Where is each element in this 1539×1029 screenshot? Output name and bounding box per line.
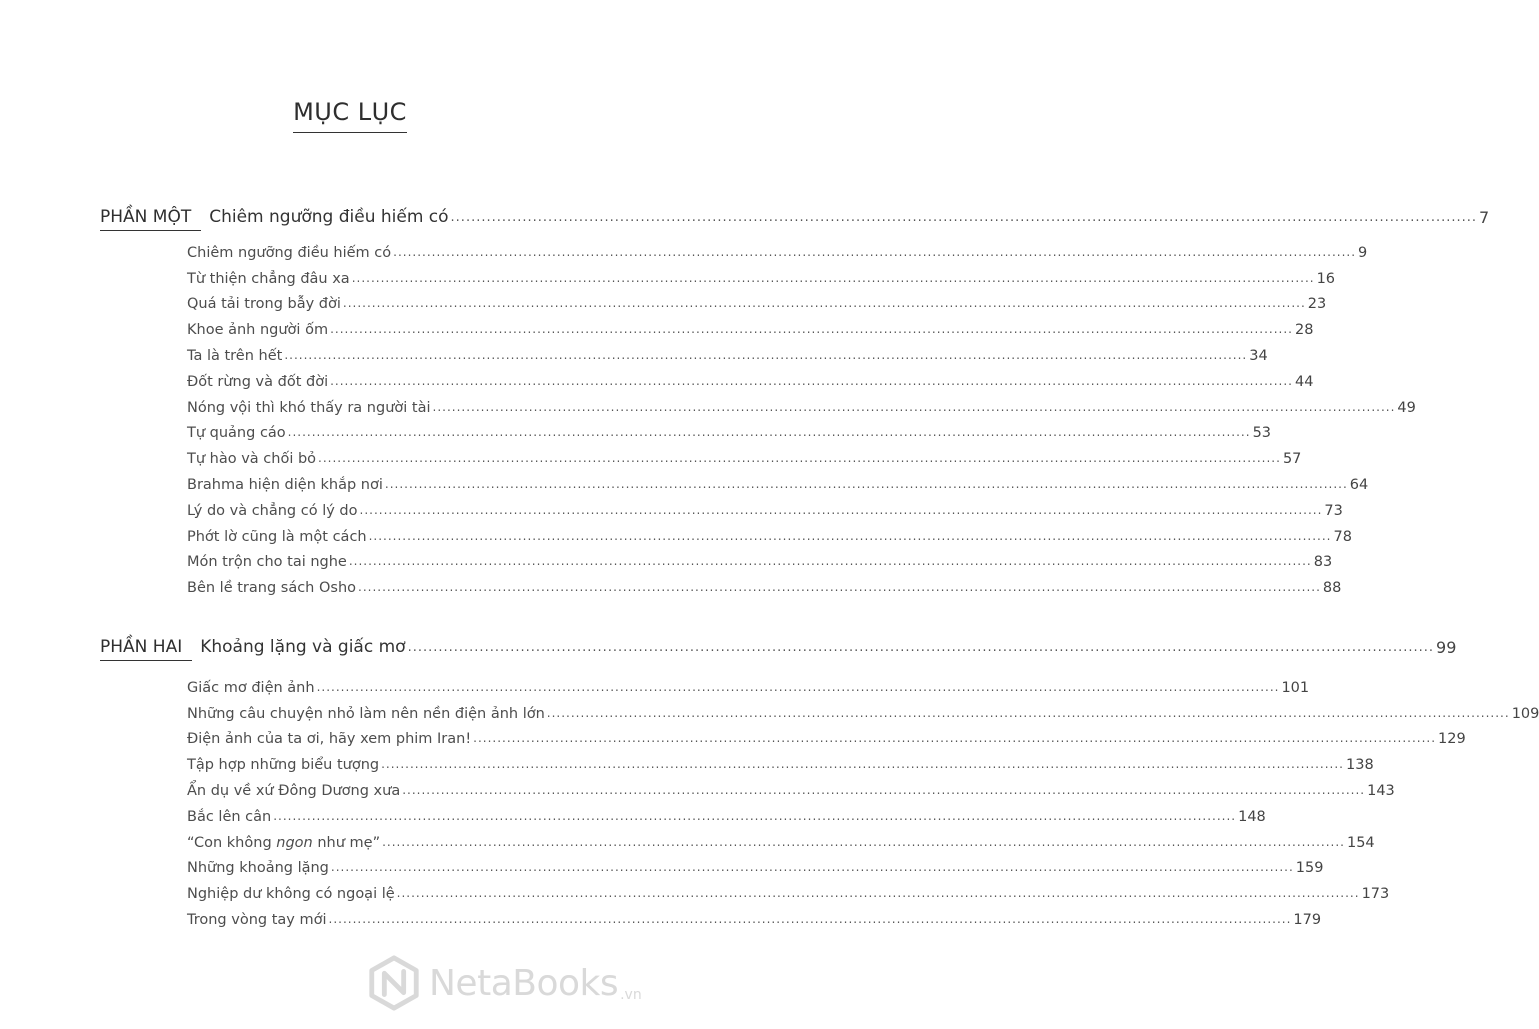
entry-page-number: 78: [1333, 528, 1352, 545]
toc-entry: [187, 367, 1314, 393]
toc-entry: [187, 290, 1327, 316]
dot-leader: ........................................................................................................................................................................................................: [273, 808, 1237, 823]
dot-leader: ........................................................................................................................................................................................................: [450, 210, 1478, 225]
entry-page-number: 64: [1349, 476, 1369, 493]
dot-leader: ........................................................................................................................................................................................................: [318, 451, 1281, 466]
part-page-number: 99: [1436, 638, 1457, 657]
dot-leader: ........................................................................................................................................................................................................: [432, 399, 1396, 414]
watermark-text: NetaBooks: [429, 962, 619, 1004]
entry-page-number: 44: [1295, 373, 1314, 390]
dot-leader: ........................................................................................................................................................................................................: [316, 679, 1280, 694]
entry-page-number: 83: [1313, 554, 1333, 571]
toc-entry: [187, 699, 1539, 725]
entry-title: Chiêm ngưỡng điều hiếm có: [187, 244, 392, 261]
entry-title: Khoe ảnh người ốm: [187, 322, 329, 339]
toc-entry: [187, 725, 1466, 751]
entry-page-number: 28: [1294, 322, 1314, 339]
entry-page-number: 23: [1307, 296, 1327, 313]
toc-entry: [187, 905, 1322, 931]
entry-page-number: 49: [1397, 399, 1416, 416]
entry-title: Lý do và chẳng có lý do: [187, 502, 358, 519]
entry-page-number: 73: [1324, 502, 1343, 519]
part-title: Chiêm ngưỡng điều hiếm có: [209, 207, 449, 227]
toc-entry: [187, 879, 1390, 905]
toc-entry: [187, 419, 1272, 445]
toc-entry: [187, 854, 1324, 880]
toc-entry: [187, 264, 1336, 290]
dot-leader: ........................................................................................................................................................................................................: [402, 782, 1366, 797]
dot-leader: ........................................................................................................................................................................................................: [546, 705, 1510, 720]
dot-leader: ........................................................................................................................................................................................................: [342, 296, 1306, 311]
entry-title: “Con không ngon như mẹ”: [187, 834, 381, 851]
entry-page-number: 34: [1249, 347, 1268, 364]
toc-entry: [187, 315, 1314, 341]
dot-leader: ........................................................................................................................................................................................................: [359, 502, 1323, 517]
part-title: Khoảng lặng và giấc mơ: [200, 637, 406, 657]
entry-title: Ta là trên hết: [187, 347, 283, 364]
part-2-entries: [187, 673, 1539, 931]
entry-title: Nóng vội thì khó thấy ra người tài: [187, 399, 431, 416]
toc-entry: [187, 828, 1375, 854]
entry-title: Phớt lờ cũng là một cách: [187, 528, 367, 545]
dot-leader: ........................................................................................................................................................................................................: [348, 554, 1312, 569]
entry-page-number: 143: [1367, 782, 1395, 799]
toc-entry: [187, 238, 1368, 264]
entry-title: Những câu chuyện nhỏ làm nên nền điện ảnh lớn: [187, 705, 545, 722]
part-header-1: [100, 201, 1490, 231]
watermark-suffix: .vn: [620, 987, 642, 1003]
toc-entry: [187, 673, 1310, 699]
netabooks-logo-icon: [365, 954, 423, 1012]
dot-leader: ........................................................................................................................................................................................................: [284, 347, 1248, 362]
dot-leader: ........................................................................................................................................................................................................: [407, 640, 1435, 655]
dot-leader: ........................................................................................................................................................................................................: [473, 731, 1437, 746]
dot-leader: ........................................................................................................................................................................................................: [351, 270, 1315, 285]
entry-page-number: 16: [1316, 270, 1336, 287]
entry-page-number: 173: [1361, 886, 1390, 903]
entry-title: Điện ảnh của ta ơi, hãy xem phim Iran!: [187, 731, 472, 748]
entry-page-number: 9: [1358, 244, 1368, 261]
title-wrap: [0, 98, 700, 133]
toc-entry: [187, 776, 1395, 802]
part-1-entries: [187, 238, 1416, 599]
entry-page-number: 138: [1346, 757, 1374, 774]
entry-title: Brahma hiện diện khắp nơi: [187, 476, 383, 493]
entry-title: Tự hào và chối bỏ: [187, 451, 317, 468]
toc-entry: [187, 802, 1266, 828]
entry-page-number: 159: [1295, 860, 1324, 877]
entry-page-number: 57: [1282, 451, 1302, 468]
netabooks-watermark: [365, 943, 695, 1023]
entry-title: Ẩn dụ về xứ Đông Dương xưa: [187, 782, 401, 799]
dot-leader: ........................................................................................................................................................................................................: [384, 476, 1348, 491]
entry-title: Tự quảng cáo: [187, 425, 286, 442]
entry-title: Nghiệp dư không có ngoại lệ: [187, 886, 395, 903]
toc-entry: [187, 496, 1343, 522]
toc-entry: [187, 522, 1352, 548]
dot-leader: ........................................................................................................................................................................................................: [330, 860, 1294, 875]
entry-page-number: 101: [1281, 679, 1310, 696]
toc-entry: [187, 548, 1333, 574]
entry-page-number: 53: [1252, 425, 1272, 442]
entry-page-number: 88: [1322, 580, 1342, 597]
dot-leader: ........................................................................................................................................................................................................: [396, 886, 1360, 901]
toc-entry: [187, 393, 1416, 419]
dot-leader: ........................................................................................................................................................................................................: [330, 322, 1293, 337]
toc-entry: [187, 444, 1302, 470]
toc-entry: [187, 573, 1342, 599]
entry-page-number: 154: [1346, 834, 1375, 851]
page-title: MỤC LỤC: [293, 98, 407, 133]
entry-title: Đốt rừng và đốt đời: [187, 373, 329, 390]
dot-leader: ........................................................................................................................................................................................................: [358, 580, 1321, 595]
part-label: PHẦN HAI: [100, 637, 192, 661]
entry-title: Bắc lên cân: [187, 808, 272, 825]
part-page-number: 7: [1479, 208, 1490, 227]
entry-title: Món trộn cho tai nghe: [187, 554, 347, 571]
part-header-2: [100, 631, 1457, 661]
dot-leader: ........................................................................................................................................................................................................: [330, 373, 1293, 388]
entry-title: Những khoảng lặng: [187, 860, 329, 877]
toc-entry: [187, 341, 1268, 367]
entry-page-number: 179: [1293, 911, 1322, 928]
entry-title: Trong vòng tay mới: [187, 911, 327, 928]
entry-title: Tập hợp những biểu tượng: [187, 757, 380, 774]
entry-title: Từ thiện chẳng đâu xa: [187, 270, 350, 287]
dot-leader: ........................................................................................................................................................................................................: [368, 528, 1332, 543]
emphasized-word: ngon: [276, 834, 313, 851]
dot-leader: ........................................................................................................................................................................................................: [381, 757, 1344, 772]
entry-page-number: 148: [1238, 808, 1266, 825]
dot-leader: ........................................................................................................................................................................................................: [287, 425, 1251, 440]
toc-entry: [187, 750, 1374, 776]
part-label: PHẦN MỘT: [100, 207, 201, 231]
entry-title: Giấc mơ điện ảnh: [187, 679, 315, 696]
entry-title: Quá tải trong bẫy đời: [187, 296, 341, 313]
entry-page-number: 129: [1438, 731, 1466, 748]
entry-title: Bên lề trang sách Osho: [187, 580, 357, 597]
dot-leader: ........................................................................................................................................................................................................: [328, 911, 1292, 926]
dot-leader: ........................................................................................................................................................................................................: [382, 834, 1345, 849]
dot-leader: ........................................................................................................................................................................................................: [393, 244, 1357, 259]
toc-entry: [187, 470, 1369, 496]
entry-page-number: 109: [1511, 705, 1539, 722]
